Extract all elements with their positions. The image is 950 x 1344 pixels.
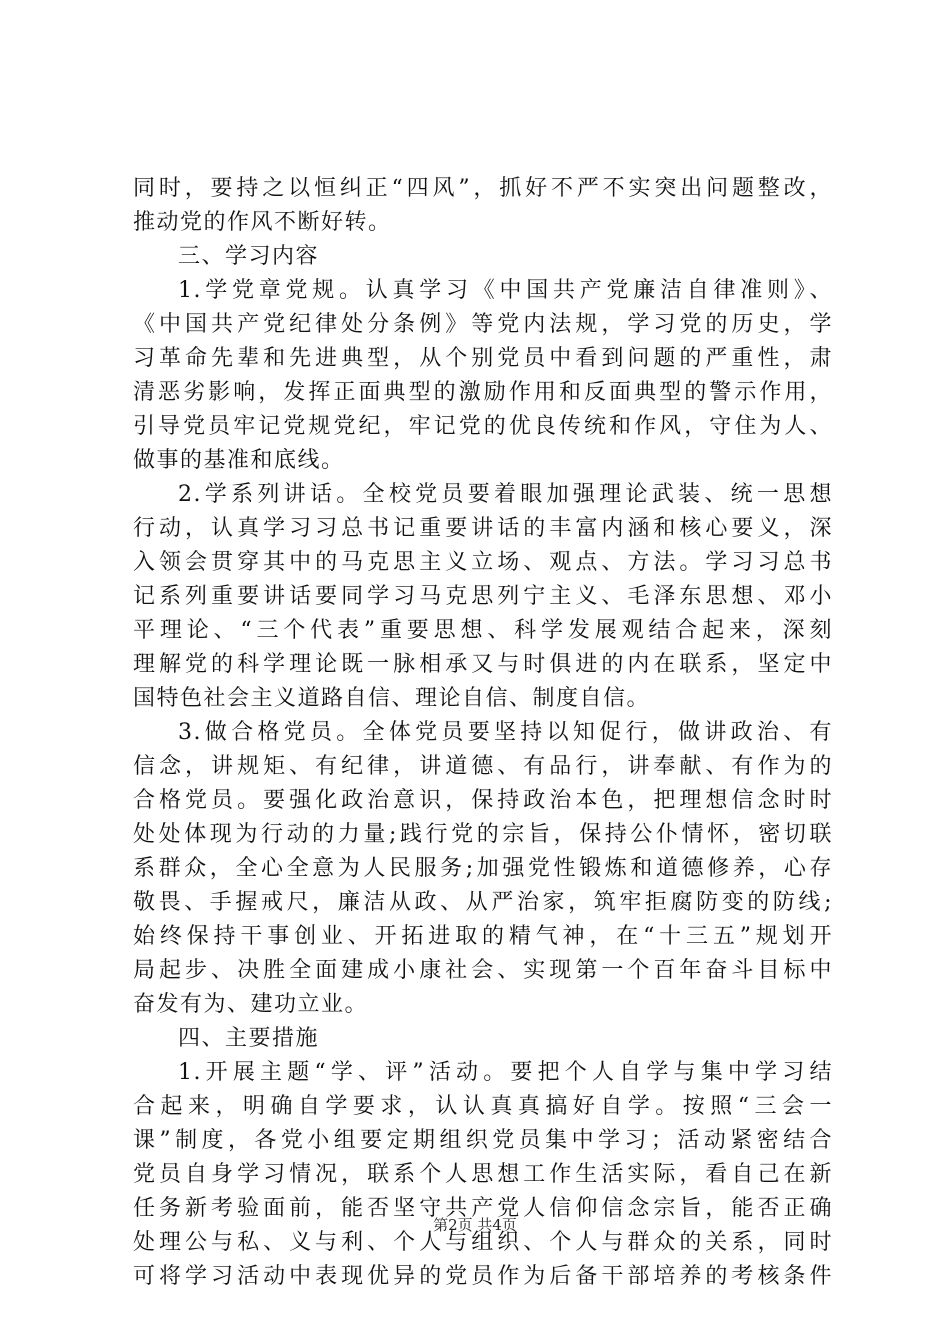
text-line: 可将学习活动中表现优异的党员作为后备干部培养的考核条件 (133, 1264, 833, 1289)
page-footer: 第2页 共4页 (433, 1216, 517, 1234)
text-line: 敬畏、手握戒尺，廉洁从政、从严治家，筑牢拒腐防变的防线; (133, 890, 833, 915)
text-line: 同时，要持之以恒纠正“四风”，抓好不严不实突出问题整改， (133, 176, 833, 201)
text-line: 始终保持干事创业、开拓进取的精气神，在“十三五”规划开 (133, 924, 833, 949)
text-line: 国特色社会主义道路自信、理论自信、制度自信。 (133, 686, 651, 711)
text-line: 三、学习内容 (178, 244, 320, 269)
text-line: 入领会贯穿其中的马克思主义立场、观点、方法。学习习总书 (133, 550, 833, 575)
text-line: 1.开展主题“学、评”活动。要把个人自学与集中学习结 (178, 1060, 833, 1085)
text-line: 2.学系列讲话。全校党员要着眼加强理论武装、统一思想 (178, 482, 833, 507)
text-line: 清恶劣影响，发挥正面典型的激励作用和反面典型的警示作用， (133, 380, 833, 405)
text-line: 处理公与私、义与利、个人与组织、个人与群众的关系，同时 (133, 1230, 833, 1255)
text-line: 任务新考验面前，能否坚守共产党人信仰信念宗旨，能否正确 (133, 1196, 833, 1221)
text-line: 3.做合格党员。全体党员要坚持以知促行，做讲政治、有 (178, 720, 833, 745)
text-line: 合格党员。要强化政治意识，保持政治本色，把理想信念时时 (133, 788, 833, 813)
text-line: 引导党员牢记党规党纪，牢记党的优良传统和作风，守住为人、 (133, 414, 833, 439)
text-line: 理解党的科学理论既一脉相承又与时俱进的内在联系，坚定中 (133, 652, 833, 677)
text-line: 《中国共产党纪律处分条例》等党内法规，学习党的历史，学 (133, 312, 833, 337)
text-line: 课”制度，各党小组要定期组织党员集中学习；活动紧密结合 (133, 1128, 833, 1153)
text-line: 党员自身学习情况，联系个人思想工作生活实际，看自己在新 (133, 1162, 833, 1187)
text-line: 行动，认真学习习总书记重要讲话的丰富内涵和核心要义，深 (133, 516, 833, 541)
text-line: 推动党的作风不断好转。 (133, 210, 392, 235)
text-line: 合起来，明确自学要求，认认真真搞好自学。按照“三会一 (133, 1094, 833, 1119)
document-body (133, 172, 833, 1294)
text-line: 记系列重要讲话要同学习马克思列宁主义、毛泽东思想、邓小 (133, 584, 833, 609)
text-line: 局起步、决胜全面建成小康社会、实现第一个百年奋斗目标中 (133, 958, 833, 983)
text-line: 平理论、“三个代表”重要思想、科学发展观结合起来，深刻 (133, 618, 833, 643)
text-line: 习革命先辈和先进典型，从个别党员中看到问题的严重性，肃 (133, 346, 833, 371)
text-line: 系群众，全心全意为人民服务;加强党性锻炼和道德修养，心存 (133, 856, 833, 881)
text-line: 处处体现为行动的力量;践行党的宗旨，保持公仆情怀，密切联 (133, 822, 833, 847)
text-line: 1.学党章党规。认真学习《中国共产党廉洁自律准则》、 (178, 278, 833, 303)
text-line: 奋发有为、建功立业。 (133, 992, 369, 1017)
text-line: 信念，讲规矩、有纪律，讲道德、有品行，讲奉献、有作为的 (133, 754, 833, 779)
text-line: 做事的基准和底线。 (133, 448, 345, 473)
text-line: 四、主要措施 (178, 1026, 320, 1051)
